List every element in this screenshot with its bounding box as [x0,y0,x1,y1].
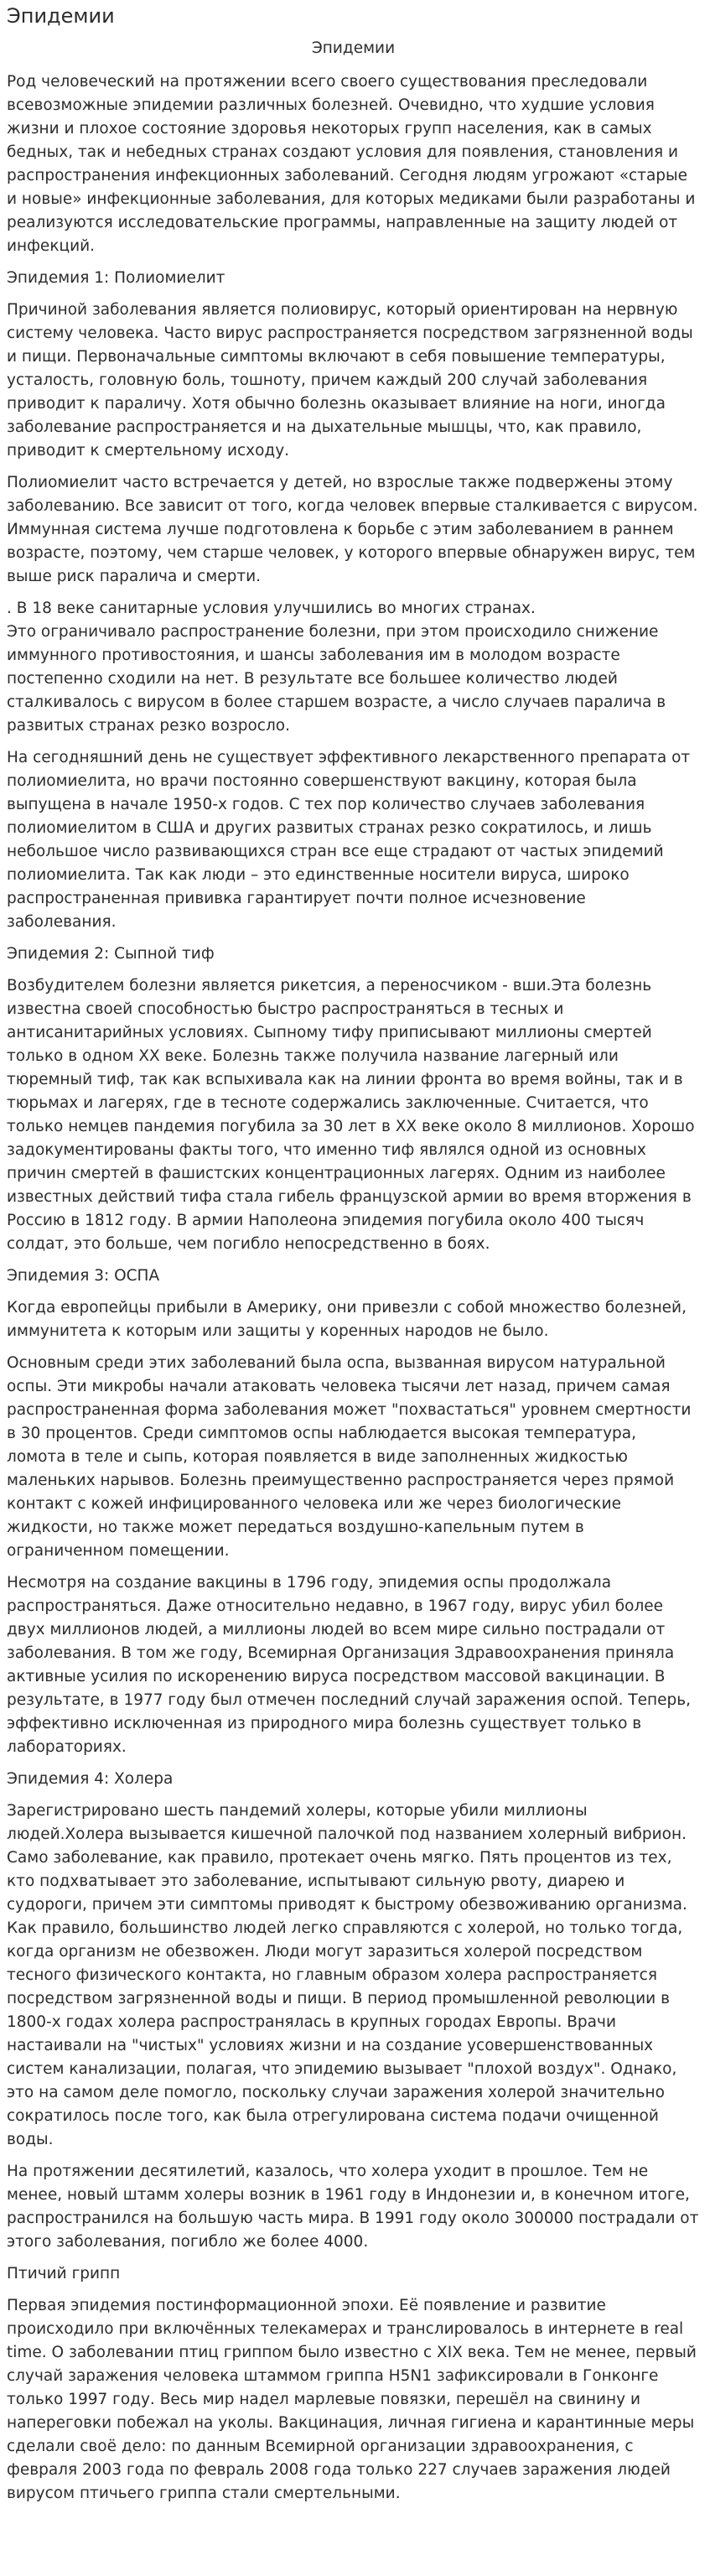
section-title: Эпидемия 2: Сыпной тиф [7,945,215,963]
document-subtitle: Эпидемии [311,39,396,57]
section-title: Птичий грипп [7,2265,121,2283]
section-paragraph: На сегодняшний день не существует эффективного лекарственного препарата от полиомиелита, но врачи постоянно совершенствуют вакцину, которая была выпущена в начале 1950-х годов. С тех пор количество случаев заболевания полиомиелитом в США и других развитых странах резко сократилось, и лишь небольшое число развивающихся стран все еще страдают от частых эпидемий полиомиелита. Так как люди – это единственные носители вируса, широко распространенная прививка гарантирует почти полное исчезновение заболевания. [7,749,691,931]
section-title: Эпидемия 3: ОСПА [7,1267,160,1285]
section-paragraph: На протяжении десятилетий, казалось, что холера уходит в прошлое. Тем не менее, новый штамм холеры возник в 1961 году в Индонезии и, в конечном итоге, распространился на большую часть мира. В 1991 году около 300000 пострадали от этого заболевания, погибло же более 4000. [7,2163,699,2251]
section-smallpox [7,1265,700,1759]
section-title: Эпидемия 4: Холера [7,1770,174,1788]
section-cholera [7,1768,700,2254]
section-paragraph: Возбудителем болезни является рикетсия, а переносчиком - вши.Эта болезнь известна своей способностью быстро распространяться в тесных и антисанитарийных условиях. Сыпному тифу приписывают миллионы смертей только в одном XX веке. Болезнь также получила название лагерный или тюремный тиф, так как вспыхивала как на линии фронта во время войны, так и в тюрьмах и лагерях, где в тесноте содержались заключенные. Считается, что только немцев пандемия погубила за 30 лет в XX веке около 8 миллионов. Хорошо задокументированы факты того, что именно тиф являлся одной из основных причин смертей в фашистских концентрационных лагерях. Одним из наиболее известных действий тифа стала гибель французской армии во время вторжения в Россию в 1812 году. В армии Наполеона эпидемия погубила около 400 тысяч солдат, это больше, чем погибло непосредственно в боях. [7,977,695,1253]
section-paragraph: Основным среди этих заболеваний была оспа, вызванная вирусом натуральной оспы. Эти микробы начали атаковать человека тысячи лет назад, причем самая распространенная форма заболевания может "похвастаться" уровнем смертности в 30 процентов. Среди симптомов оспы наблюдается высокая температура, ломота в теле и сыпь, которая появляется в виде заполненных жидкостью маленьких нарывов. Болезнь преимущественно распространяется через прямой контакт с кожей инфицированного человека или же через биологические жидкости, но также может передаться воздушно-капельным путем в ограниченном помещении. [7,1354,692,1560]
document-title: Эпидемии [7,4,115,28]
section-polio [7,267,700,934]
section-paragraph: Зарегистрировано шесть пандемий холеры, которые убили миллионы людей.Холера вызывается кишечной палочкой под названием холерный вибрион. Само заболевание, как правило, протекает очень мягко. Пять процентов из тех, кто подхватывает это заболевание, испытывают сильную рвоту, диарею и судороги, причем эти симптомы приводят к быстрому обезвоживанию организма. Как правило, большинство людей легко справляются с холерой, но только тогда, когда организм не обезвожен. Люди могут заразиться холерой посредством тесного физического контакта, но главным образом холера распространяется посредством загрязненной воды и пищи. В период промышленной революции в 1800-х годах холера распространялась в крупных городах Европы. Врачи настаивали на "чистых" условиях жизни и на создание усовершенствованных систем канализации, полагая, что эпидемию вызывает "плохой воздух". Однако, это на самом деле помогло, поскольку случаи заражения холерой значительно сократилось после того, как была отрегулирована система подачи очищенной воды. [7,1802,687,2148]
section-paragraph: . В 18 веке санитарные условия улучшились во многих странах. Это ограничивало распространение болезни, при этом происходило снижение иммунного противостояния, и шансы заболевания им в молодом возрасте постепенно сходили на нет. В результате все большее количество людей сталкивалось с вирусом в более старшем возрасте, а число случаев паралича в развитых странах резко возросло. [7,600,666,735]
section-typhus [7,943,700,1256]
intro-paragraph: Род человеческий на протяжении всего своего существования преследовали всевозможные эпидемии различных болезней. Очевидно, что худшие условия жизни и плохое состояние здоровья некоторых групп населения, как в самых бедных, так и небедных странах создают условия для появления, становления и распространения инфекционных заболеваний. Сегодня людям угрожают «старые и новые» инфекционные заболевания, для которых медиками были разработаны и реализуются исследовательские программы, направленные на защиту людей от инфекций. [7,73,696,255]
section-paragraph: Когда европейцы прибыли в Америку, они привезли с собой множество болезней, иммунитета к которым или защиты у коренных народов не было. [7,1299,687,1340]
section-paragraph: Причиной заболевания является полиовирус, который ориентирован на нервную систему человека. Часто вирус распространяется посредством загрязненной воды и пищи. Первоначальные симптомы включают в себя повышение температуры, усталость, головную боль, тошноту, причем каждый 200 случай заболевания приводит к параличу. Хотя обычно болезнь оказывает влияние на ноги, иногда заболевание распространяется и на дыхательные мышцы, что, как правило, приводит к смертельному исходу. [7,301,693,460]
section-paragraph: Первая эпидемия постинформационной эпохи. Её появление и развитие происходило при включённых телекамерах и транслировалось в интернете в real time. О заболевании птиц гриппом было известно с XIX века. Тем не менее, первый случай заражения человека штаммом гриппа H5N1 зафиксировали в Гонконге только 1997 году. Весь мир надел марлевые повязки, перешёл на свинину и напереговки побежал на уколы. Вакцинация, личная гигиена и карантинные меры сделали своё дело: по данным Всемирной организации здравоохранения, с февраля 2003 года по февраль 2008 года только 227 случаев заражения людей вирусом птичьего гриппа стали смертельными. [7,2297,697,2502]
section-paragraph: Несмотря на создание вакцины в 1796 году, эпидемия оспы продолжала распространяться. Даже относительно недавно, в 1967 году, вирус убил более двух миллионов людей, а миллионы людей во всем мире сильно пострадали от заболевания. В том же году, Всемирная Организация Здравоохранения приняла активные усилия по искоренению вируса посредством массовой вакцинации. В результате, в 1977 году был отмечен последний случай заражения оспой. Теперь, эффективно исключенная из природного мира болезнь существует только в лабораториях. [7,1574,692,1756]
section-title: Эпидемия 1: Полиомиелит [7,269,225,287]
section-bird-flu [7,2262,700,2506]
section-paragraph: Полиомиелит часто встречается у детей, но взрослые также подвержены этому заболеванию. Все зависит от того, когда человек впервые сталкивается с вирусом. Иммунная система лучше подготовлена к борьбе с этим заболеванием в раннем возрасте, поэтому, чем старше человек, у которого впервые обнаружен вирус, тем выше риск паралича и смерти. [7,474,698,585]
